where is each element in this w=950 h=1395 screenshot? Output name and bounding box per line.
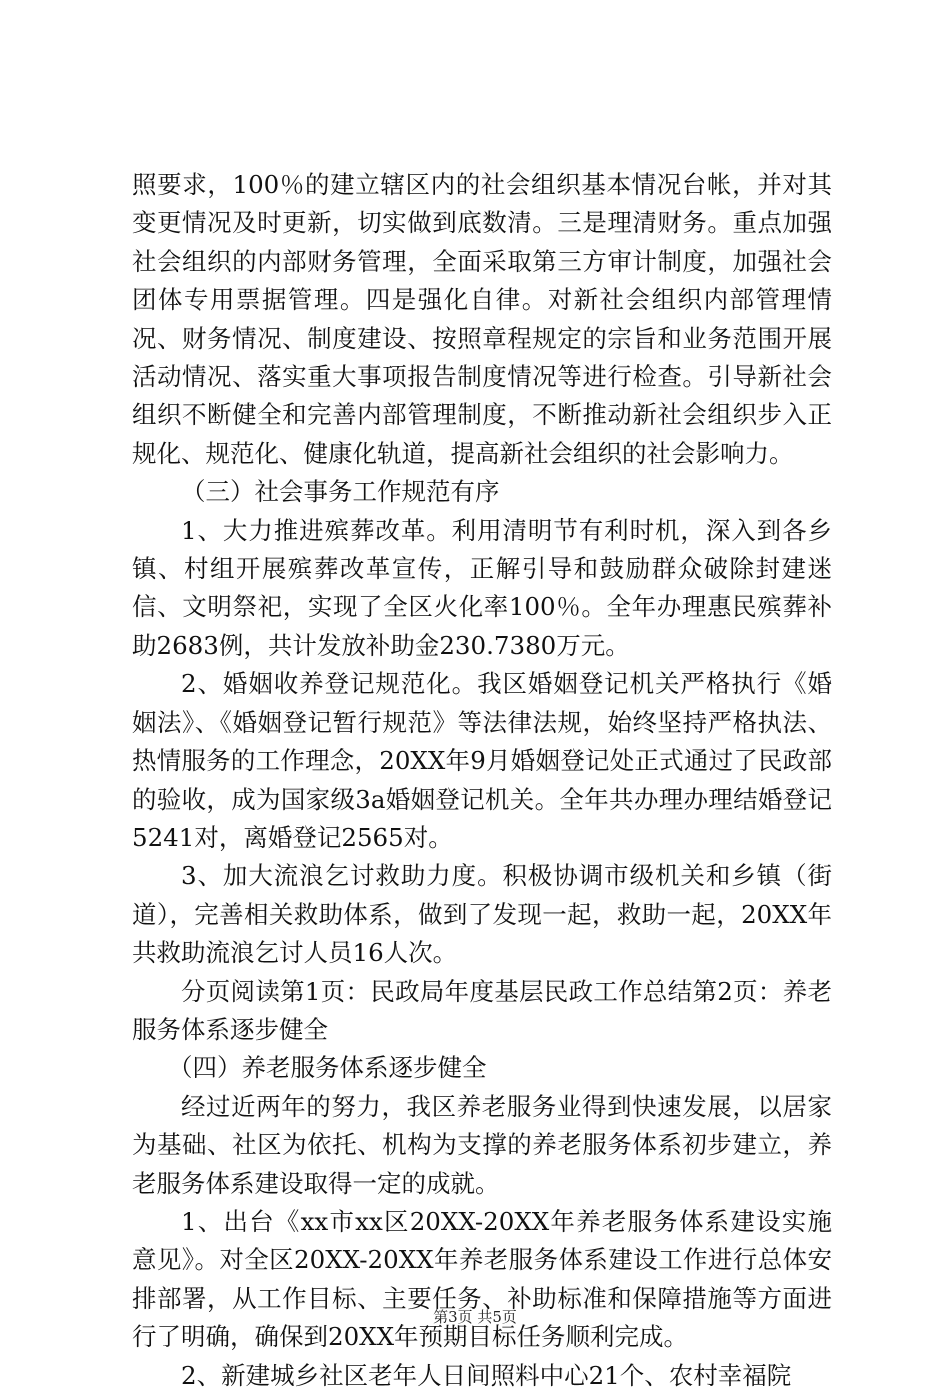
paragraph-daycare-centers: 2、新建城乡社区老年人日间照料中心21个、农村幸福院	[181, 1360, 792, 1390]
paragraph-funeral-reform: 1、大力推进殡葬改革。利用清明节有利时机，深入到各乡镇、村组开展殡葬改革宣传，正解引导和鼓励群众破除封建迷信、文明祭祀，实现了全区火化率100％。全年办理惠民殡葬补助2683例，共计发放补助金230.7380万元。	[132, 515, 832, 660]
page-number-footer: 第3页 共5页	[433, 1308, 517, 1326]
paragraph-marriage-registration: 2、婚姻收养登记规范化。我区婚姻登记机关严格执行《婚姻法》、《婚姻登记暂行规范》等法律法规，始终坚持严格执法、热情服务的工作理念，20XX年9月婚姻登记处正式通过了民政部的验收，成为国家级3a婚姻登记机关。全年共办理办理结婚登记5241对，离婚登记2565对。	[132, 669, 832, 852]
paragraph-page-reading-note: 分页阅读第1页：民政局年度基层民政工作总结第2页：养老服务体系逐步健全	[132, 976, 832, 1044]
section-heading-social-affairs: （三）社会事务工作规范有序	[181, 477, 500, 507]
section-heading-elderly-care: （四）养老服务体系逐步健全	[168, 1053, 487, 1083]
document-body	[132, 166, 832, 1395]
paragraph-elderly-care-overview: 经过近两年的努力，我区养老服务业得到快速发展，以居家为基础、社区为依托、机构为支撑的养老服务体系初步建立，养老服务体系建设取得一定的成就。	[132, 1091, 832, 1198]
paragraph-vagrant-relief: 3、加大流浪乞讨救助力度。积极协调市级机关和乡镇（街道），完善相关救助体系，做到了发现一起，救助一起，20XX年共救助流浪乞讨人员16人次。	[132, 861, 832, 968]
paragraph-elderly-care-plan: 1、出台《xx市xx区20XX-20XX年养老服务体系建设实施意见》。对全区20XX-20XX年养老服务体系建设工作进行总体安排部署，从工作目标、主要任务、补助标准和保障措施等方面进行了明确，确保到20XX年预期目标任务顺利完成。	[132, 1206, 832, 1352]
paragraph-social-org-management: 照要求，100％的建立辖区内的社会组织基本情况台帐，并对其变更情况及时更新，切实做到底数清。三是理清财务。重点加强社会组织的内部财务管理，全面采取第三方审计制度，加强社会团体专用票据管理。四是强化自律。对新社会组织内部管理情况、财务情况、制度建设、按照章程规定的宗旨和业务范围开展活动情况、落实重大事项报告制度情况等进行检查。引导新社会组织不断健全和完善内部管理制度，不断推动新社会组织步入正规化、规范化、健康化轨道，提高新社会组织的社会影响力。	[132, 170, 832, 468]
